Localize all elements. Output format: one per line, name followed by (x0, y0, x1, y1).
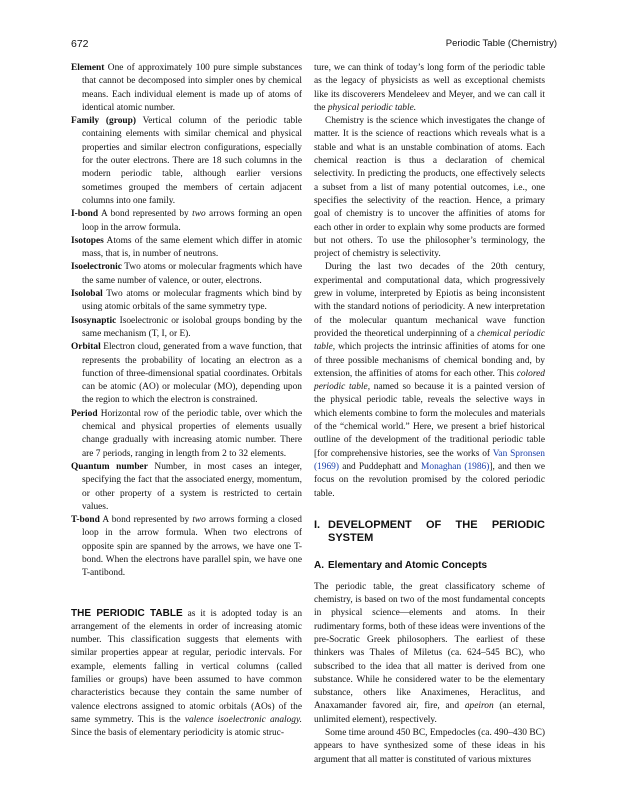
body-paragraph (314, 261, 545, 500)
page-number: 672 (71, 38, 89, 50)
body-paragraph (314, 62, 545, 115)
citation-link[interactable]: Van Spronsen (1969) (314, 448, 545, 472)
glossary-term: Isosynaptic (71, 315, 117, 326)
section-number: I. (314, 518, 321, 531)
glossary-definition: Horizontal row of the periodic table, over which the chemical and physical properties of elements usually change gradually with increasing atomic number. There are 7 periods, ranging in length from 2 to 32 elements. (82, 408, 302, 459)
body-text: ], and then we focus on the revolution promised by the colored periodic table. (314, 461, 546, 499)
subsection-heading (314, 559, 545, 572)
body-text: ture, we can think of today’s long form of the periodic table as the legacy of physicists as well as exceptional chemists like its discoverers Mendeleev and Meyer, and we can call it the (314, 63, 545, 113)
glossary (71, 62, 302, 581)
intro-emphasis: valence isoelectronic analogy. (184, 714, 302, 725)
glossary-term: Isotopes (71, 235, 104, 246)
spacer (71, 581, 302, 607)
body-paragraph: Some time around 450 BC, Empedocles (ca. 490–430 BC) appears to have synthesized some of these ideas in his argument that all matter is constituted of various mixtures (314, 728, 545, 765)
body-paragraph (314, 581, 545, 727)
glossary-entry (71, 514, 302, 580)
intro-text: Since the basis of elementary periodicity is atomic struc- (71, 728, 284, 739)
body-emphasis: chemical periodic table, (314, 328, 545, 353)
glossary-definition: A bond represented by (102, 515, 193, 526)
page-header (71, 38, 557, 52)
glossary-emphasis: two (192, 209, 206, 220)
glossary-definition: Two atoms or molecular fragments which have the same number of valence, or outer, electrons. (82, 262, 302, 286)
glossary-term: Element (71, 63, 105, 73)
body-text: During the last two decades of the 20th century, experimental and computational data, which progressively grew in volume, interpreted by Epiotis as being inconsistent with the standard notions of periodicity. A new interpretation of the molecular quantum mechanical wave function provided the theoretical underpinning of a (314, 262, 545, 339)
right-column (314, 62, 545, 767)
body-paragraph: Chemistry is the science which investigates the change of matter. It is the science of reactions which reveals what is a stable and what is an unstable combination of atoms. Each chemical reaction is thus a declaration of chemical selectivity. In predicting the products, one effectively selects a subset from a list of many potential outcomes, i.e., one specifies the selectivity of the reaction. Hence, a primary goal of chemistry is to uncover the affinities of atoms for each other in order to explain why some products are formed but not others. To use the philosopher’s terminology, the project of chemistry is selectivity. (314, 116, 545, 260)
glossary-term: T-bond (71, 515, 100, 526)
subsection-title: Elementary and Atomic Concepts (328, 559, 488, 571)
glossary-entry (71, 408, 302, 461)
intro-lead: THE PERIODIC TABLE (71, 607, 183, 619)
glossary-definition: Electron cloud, generated from a wave function, that represents the probability of locating an electron as a function of three-dimensional spatial coordinates. Orbitals can be atomic (AO) or molecular (MO), depending upon the region to which the electron is constrained. (82, 342, 303, 406)
glossary-definition: Number, in most cases an integer, specifying the fact that the associated energy, momentum, or other property of a system is restricted to certain values. (82, 461, 302, 512)
glossary-term: Quantum number (71, 461, 148, 472)
glossary-entry (71, 261, 302, 288)
glossary-definition: Isoelectronic or isolobal groups bonding by the same mechanism (T, I, or E). (82, 315, 302, 339)
glossary-definition: One of approximately 100 pure simple substances that cannot be decomposed into simpler ones by chemical means. Each individual element is made up of atoms of identical atomic number. (82, 63, 302, 113)
intro-text: as it is adopted today is an arrangement of the elements in order of increasing atomic number. This classification suggests that elements with similar properties appear at regular, periodic intervals. For example, elements falling in vertical columns (called families or groups) have been assumed to have common characteristics because they contain the same number of valence electrons assigned to atomic orbitals (AOs) of the same symmetry. This is the (71, 608, 303, 725)
glossary-emphasis: two (192, 515, 206, 526)
section-title: DEVELOPMENT OF THE PERIODIC SYSTEM (328, 518, 545, 544)
subsection-number: A. (314, 559, 324, 571)
running-head: Periodic Table (Chemistry) (445, 38, 557, 49)
glossary-entry (71, 208, 302, 235)
glossary-term: Orbital (71, 342, 101, 353)
glossary-entry (71, 461, 302, 514)
glossary-term: I-bond (71, 209, 99, 220)
glossary-entry (71, 315, 302, 342)
body-text: named so because it is a painted version of the physical periodic table, reveals the selective ways in which elements combine to form the molecules and materials of the “chemical world.” Here, we present a brief historical outline of the development of the traditional periodic table [for comprehensive histories, see the works of (314, 382, 545, 459)
glossary-term: Family (group) (71, 116, 136, 127)
glossary-definition: Atoms of the same element which differ in atomic mass, that is, in number of neutrons. (82, 235, 302, 260)
body-text: (an eternal, unlimited element), respectively. (314, 701, 545, 725)
glossary-term: Isolobal (71, 289, 103, 300)
glossary-definition: arrows forming a closed loop in the arrow formula. When two electrons of opposite spin are spanned by the arrows, we have one T-bond. When the electrons have parallel spin, we have one T-antibond. (82, 515, 302, 579)
glossary-term: Period (71, 408, 98, 419)
glossary-definition: arrows forming an open loop in the arrow formula. (82, 209, 302, 233)
glossary-entry (71, 235, 302, 262)
body-text: which projects the intrinsic affinities of atoms for one of three possible mechanisms of chemical bonding and, by extension, the affinities of atoms for each other. This (314, 342, 545, 379)
glossary-term: Isoelectronic (71, 262, 122, 273)
body-text: and Puddephatt and (339, 461, 422, 472)
body-emphasis: physical periodic table. (327, 102, 417, 113)
citation-link[interactable]: Monaghan (1986) (421, 461, 490, 472)
glossary-entry (71, 341, 302, 407)
glossary-entry (71, 288, 302, 315)
intro-paragraph (71, 607, 302, 741)
glossary-entry (71, 115, 302, 208)
body-text: The periodic table, the great classificatory scheme of chemistry, is based on two of the most fundamental concepts in physical science—elements and atoms. In their rudimentary forms, both of these ideas were inventions of the pre-Socratic Greek philosophers. The earliest of these thinkers was Thales of Miletus (ca. 624–545 BC), who subscribed to the idea that all matter is derived from one substance. While he considered water to be the elementary substance, others like Anaximenes, Heraclitus, and Anaxamander favored air, fire, and (314, 581, 545, 712)
glossary-definition: Two atoms or molecular fragments which bind by using atomic orbitals of the same symmetry type. (82, 289, 302, 313)
body-emphasis: colored periodic table, (314, 368, 545, 393)
glossary-entry (71, 62, 302, 115)
glossary-definition: A bond represented by (100, 209, 193, 220)
glossary-definition: Vertical column of the periodic table containing elements with similar chemical and physical properties and similar electron configurations, especially for the outer electrons. There are 18 such columns in the modern periodic table, although earlier versions sometimes grouped the members of certain adjacent columns into one family. (82, 116, 302, 206)
body-emphasis: apeiron (464, 701, 494, 712)
section-heading (314, 519, 545, 545)
left-column (71, 62, 302, 741)
